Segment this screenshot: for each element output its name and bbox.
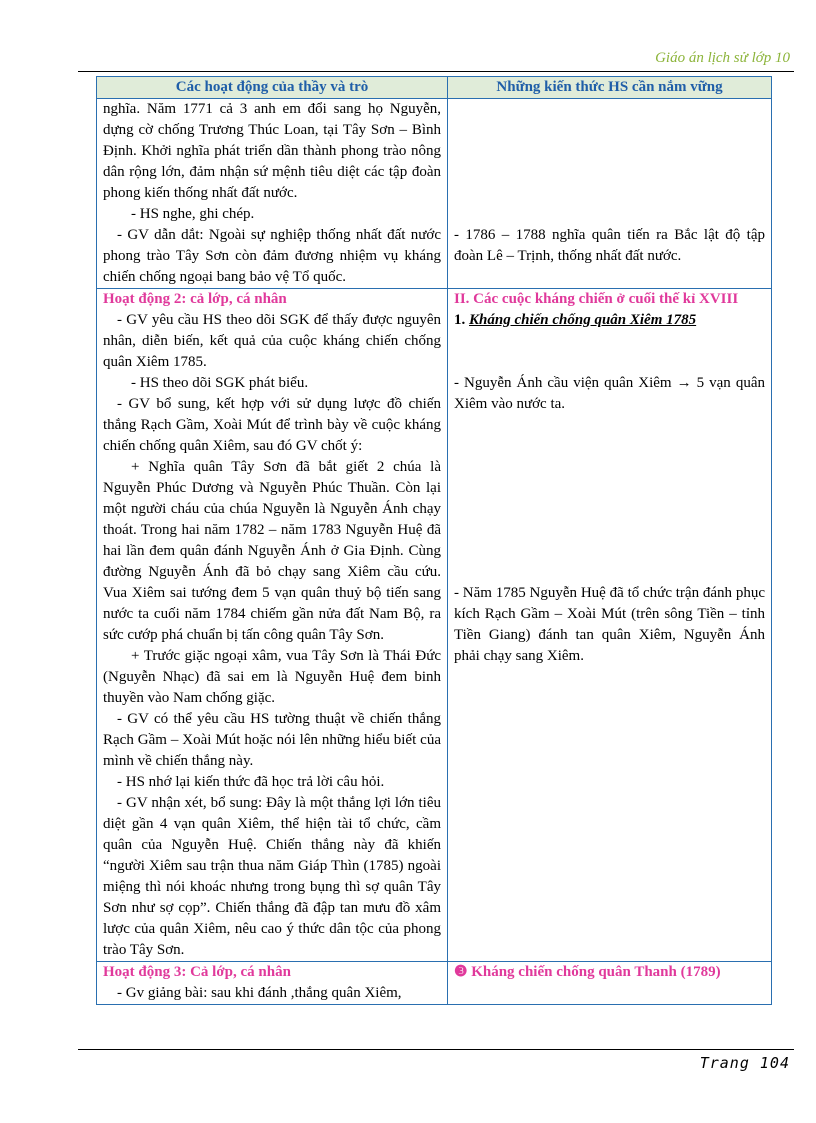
paragraph: - GV nhận xét, bổ sung: Đây là một thắng lợi lớn tiêu diệt gần 4 vạn quân Xiêm, thể hiện tài tổ chức, cầm quân của Nguyễn Huệ. Chiến thắng này đã khiến “người Xiêm sau trận thua năm Giáp Thìn (1785) ngoài miệng thì nói khoác nhưng trong bụng thì sợ quân Tây Sơn như sợ cọp”. Chiến thắng đã đập tan mưu đồ xâm lược của quân Xiêm, nêu cao ý thức dân tộc của phong trào Tây Sơn. bbox=[103, 795, 441, 958]
numbered-bullet-icon: ❸ bbox=[454, 964, 468, 980]
table-row bbox=[97, 99, 772, 289]
table-row bbox=[97, 289, 772, 962]
subsection-number: 1. bbox=[454, 312, 466, 328]
document-header-title: Giáo án lịch sử lớp 10 bbox=[655, 50, 790, 66]
paragraph: - GV yêu cầu HS theo dõi SGK để thấy được nguyên nhân, diễn biến, kết quả của cuộc kháng chiến chống quân Xiêm 1785. bbox=[103, 312, 441, 370]
subsection-title: Kháng chiến chống quân Xiêm 1785 bbox=[469, 312, 697, 328]
activities-cell bbox=[97, 99, 448, 289]
subsection-heading bbox=[454, 310, 765, 331]
paragraph: - HS theo dõi SGK phát biểu. bbox=[131, 375, 309, 391]
paragraph: - GV bổ sung, kết hợp với sử dụng lược đồ chiến thắng Rạch Gầm, Xoài Mút để trình bày về cuộc kháng chiến chống quân Xiêm, sau đó GV chốt ý: bbox=[103, 396, 441, 454]
paragraph: - Nguyễn Ánh cầu viện quân Xiêm → 5 vạn quân Xiêm vào nước ta. bbox=[454, 375, 765, 412]
knowledge-cell bbox=[448, 962, 772, 1005]
paragraph: - Gv giảng bài: sau khi đánh ,thắng quân Xiêm, bbox=[117, 985, 402, 1001]
activity-title: Hoạt động 3: Cả lớp, cá nhân bbox=[103, 964, 291, 980]
activities-cell bbox=[97, 962, 448, 1005]
section-title bbox=[454, 962, 765, 983]
section-title: II. Các cuộc kháng chiến ở cuối thế kỉ XVIII bbox=[454, 291, 739, 307]
knowledge-cell bbox=[448, 289, 772, 962]
lesson-table bbox=[96, 76, 772, 1005]
column-header-right: Những kiến thức HS cần nắm vững bbox=[448, 77, 772, 99]
activities-cell bbox=[97, 289, 448, 962]
page-number: Trang 104 bbox=[699, 1054, 790, 1072]
paragraph: + Trước giặc ngoại xâm, vua Tây Sơn là Thái Đức (Nguyễn Nhạc) đã sai em là Nguyễn Huệ đem binh thuyền vào Nam chống giặc. bbox=[103, 648, 441, 706]
column-header-left: Các hoạt động của thầy và trò bbox=[97, 77, 448, 99]
paragraph: - GV dẫn dắt: Ngoài sự nghiệp thống nhất đất nước phong trào Tây Sơn còn đảm đương nhiệm vụ kháng chiến chống ngoại bang bảo vệ Tổ quốc. bbox=[103, 227, 441, 285]
paragraph: nghĩa. Năm 1771 cả 3 anh em đổi sang họ Nguyễn, dựng cờ chống Trương Thúc Loan, tại Tây Sơn – Bình Định. Khởi nghĩa phát triển dần thành phong trào nông dân rộng lớn, đảm nhận sứ mệnh tiêu diệt các tập đoàn phong kiến thống nhất đất nước. bbox=[103, 101, 441, 201]
paragraph: + Nghĩa quân Tây Sơn đã bắt giết 2 chúa là Nguyễn Phúc Dương và Nguyễn Phúc Thuần. Còn lại một người cháu của chúa Nguyễn là Nguyễn Ánh chạy thoát. Trong hai năm 1782 – năm 1783 Nguyễn Huệ đã hai lần đem quân đánh Nguyễn Ánh ở Gia Định. Cùng đường Nguyễn Ánh đã bỏ chạy sang Xiêm cầu cứu. Vua Xiêm sai tướng đem 5 vạn quân thuỷ bộ tiến sang nước ta cuối năm 1784 chiếm gần nửa đất Nam Bộ, ra sức cướp phá chuẩn bị tấn công quân Tây Sơn. bbox=[103, 459, 441, 643]
paragraph: - 1786 – 1788 nghĩa quân tiến ra Bắc lật độ tập đoàn Lê – Trịnh, thống nhất đất nước. bbox=[454, 227, 765, 264]
section-title-text: Kháng chiến chống quân Thanh (1789) bbox=[471, 964, 721, 980]
paragraph: - HS nhớ lại kiến thức đã học trả lời câu hỏi. bbox=[117, 774, 385, 790]
header-rule bbox=[78, 71, 794, 72]
activity-title: Hoạt động 2: cả lớp, cá nhân bbox=[103, 291, 287, 307]
table-header-row bbox=[97, 77, 772, 99]
table-row bbox=[97, 962, 772, 1005]
paragraph: - HS nghe, ghi chép. bbox=[131, 206, 255, 222]
footer-rule bbox=[78, 1049, 794, 1050]
paragraph: - Năm 1785 Nguyễn Huệ đã tổ chức trận đánh phục kích Rạch Gầm – Xoài Mút (trên sông Tiền – tỉnh Tiền Giang) đánh tan quân Xiêm, Nguyễn Ánh phải chạy sang Xiêm. bbox=[454, 585, 765, 664]
paragraph: - GV có thể yêu cầu HS tường thuật về chiến thắng Rạch Gầm – Xoài Mút hoặc nói lên những hiểu biết của mình về chiến thắng này. bbox=[103, 711, 441, 769]
knowledge-cell bbox=[448, 99, 772, 289]
